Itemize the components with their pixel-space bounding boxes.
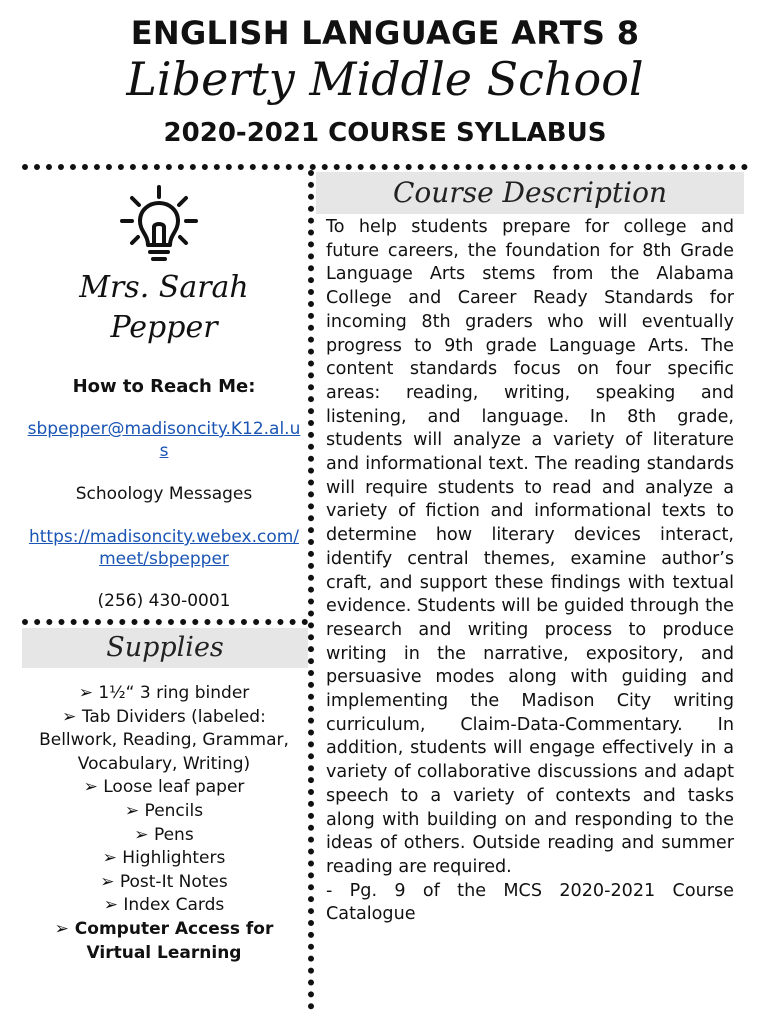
contact-heading: How to Reach Me:: [72, 376, 256, 397]
schoology-messages: Schoology Messages: [75, 484, 253, 504]
supplies-heading: Supplies: [22, 628, 308, 668]
list-item: ➢ 1½“ 3 ring binder: [78, 683, 250, 703]
header-divider: [22, 164, 748, 170]
list-item: ➢ Loose leaf paper: [83, 777, 245, 798]
email-link[interactable]: sbpepper@madisoncity.K12.al.us: [27, 419, 301, 461]
column-divider: [308, 170, 314, 1010]
supplies-divider: [22, 619, 308, 625]
syllabus-subtitle: 2020-2021 COURSE SYLLABUS: [163, 118, 607, 148]
description-body: To help students prepare for college and future careers, the foundation for 8th Grade Language Arts stems from the Alabama College and Career Ready Standards for incoming 8th graders who will eventually progress to 9th grade Language Arts. The content standards focus on four specific areas: reading, writing, speaking and listening, and language. In 8th grade, students will analyze a variety of literature and informational text. The reading standards will require students to read and analyze a variety of fiction and informational texts to determine how literary devices interact, identify central themes, examine author’s craft, and support these findings with textual evidence. Students will be guided through the research and writing process to produce writing in the narrative, expository, and persuasive modes along with guiding and implementing the Madison City writing curriculum, Claim-Data-Commentary. In addition, students will engage effectively in a variety of collaborative discussions and adapt speech to a variety of contexts and tasks along with building on and responding to the ideas of others. Outside reading and summer reading are required.: [326, 217, 734, 877]
list-item: ➢ Index Cards: [103, 895, 225, 916]
lightbulb-icon: [118, 183, 200, 265]
course-title: ENGLISH LANGUAGE ARTS 8: [130, 14, 640, 52]
list-item: ➢ Post-It Notes: [100, 871, 228, 892]
teacher-name: Mrs. Sarah Pepper: [79, 270, 249, 345]
list-item: ➢ Pens: [134, 824, 194, 845]
list-item: ➢ Pencils: [124, 800, 204, 821]
supplies-list: [24, 682, 304, 965]
school-name: Liberty Middle School: [126, 52, 644, 106]
list-item: ➢ Tab Dividers (labeled: Bellwork, Reading, Grammar, Vocabulary, Writing): [39, 706, 289, 774]
list-item: ➢ Highlighters: [102, 848, 226, 869]
phone-number: (256) 430-0001: [97, 591, 231, 611]
description-heading: Course Description: [316, 172, 744, 214]
course-description: [326, 216, 734, 927]
description-source: - Pg. 9 of the MCS 2020-2021 Course Catalogue: [326, 880, 734, 925]
list-item: ➢ Computer Access for Virtual Learning: [54, 918, 274, 963]
webex-link[interactable]: https://madisoncity.webex.com/meet/sbpepper: [28, 527, 300, 569]
